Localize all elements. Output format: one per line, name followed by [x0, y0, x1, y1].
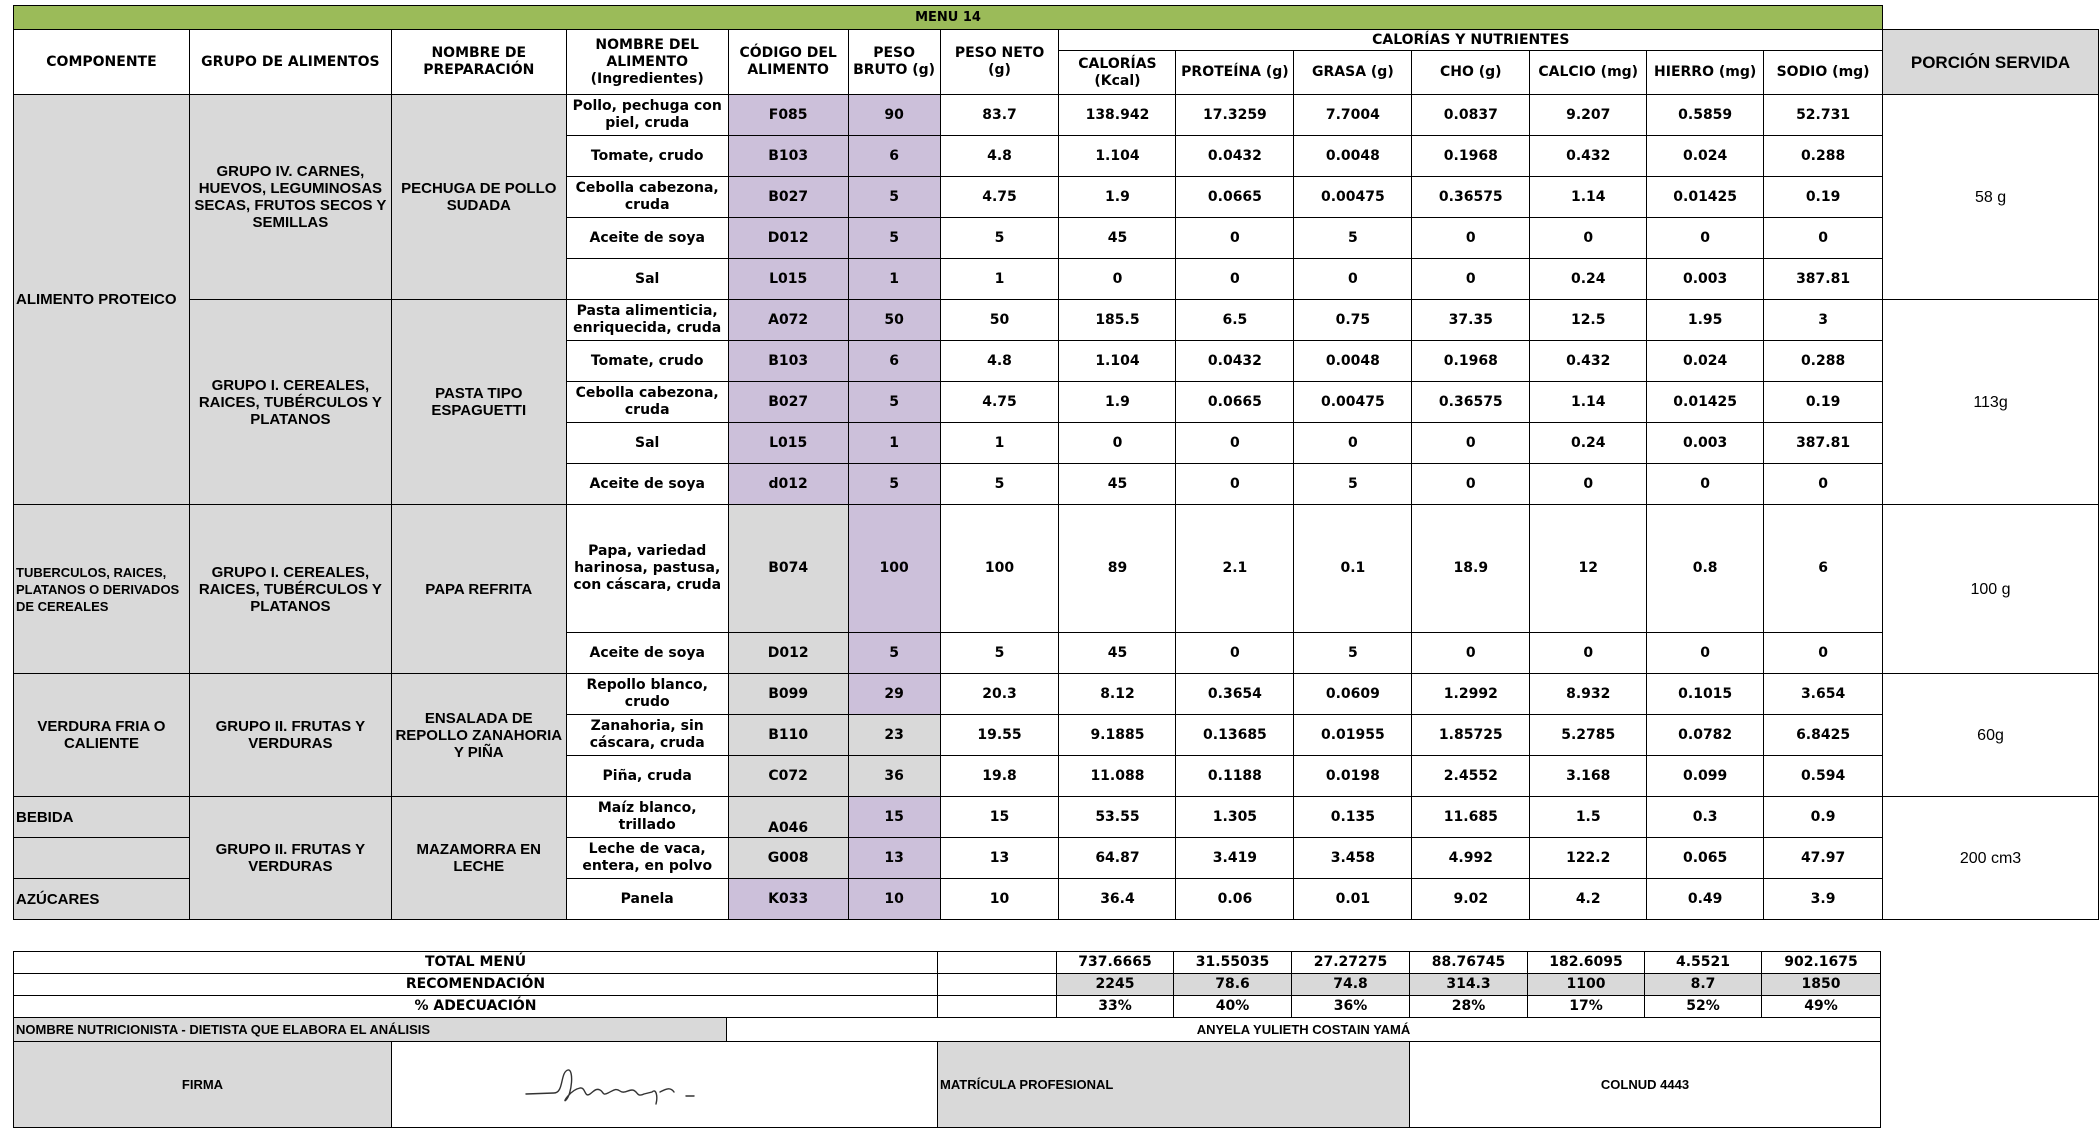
food-cell: Tomate, crudo [566, 341, 728, 382]
code-cell: D012 [728, 633, 848, 674]
sodio-cell: 0.594 [1764, 756, 1883, 797]
header-sodio: SODIO (mg) [1764, 51, 1883, 95]
prot-cell: 0 [1176, 218, 1294, 259]
neto-cell: 19.55 [940, 715, 1059, 756]
bruto-cell: 50 [848, 300, 940, 341]
kcal-cell: 1.104 [1059, 136, 1176, 177]
food-cell: Pasta alimenticia, enriquecida, cruda [566, 300, 728, 341]
bruto-cell: 5 [848, 218, 940, 259]
code-cell: L015 [728, 259, 848, 300]
hierro-cell: 0 [1647, 218, 1764, 259]
matricula-value: COLNUD 4443 [1410, 1042, 1881, 1128]
cho-cell: 4.992 [1412, 838, 1530, 879]
preparation-cell: PAPA REFRITA [391, 505, 566, 674]
calcio-cell: 5.2785 [1530, 715, 1647, 756]
rec-grasa: 74.8 [1292, 974, 1410, 996]
firma-label: FIRMA [14, 1042, 392, 1128]
kcal-cell: 45 [1059, 633, 1176, 674]
cho-cell: 18.9 [1412, 505, 1530, 633]
sodio-cell: 3 [1764, 300, 1883, 341]
cho-cell: 11.685 [1412, 797, 1530, 838]
neto-cell: 20.3 [940, 674, 1059, 715]
prot-cell: 0.1188 [1176, 756, 1294, 797]
bruto-cell: 5 [848, 177, 940, 218]
bruto-cell: 15 [848, 797, 940, 838]
food-cell: Aceite de soya [566, 633, 728, 674]
food-cell: Tomate, crudo [566, 136, 728, 177]
code-cell: A072 [728, 300, 848, 341]
bruto-cell: 1 [848, 259, 940, 300]
recommendation-row [14, 974, 1881, 996]
calcio-cell: 0 [1530, 464, 1647, 505]
header-hierro: HIERRO (mg) [1647, 51, 1764, 95]
food-cell: Repollo blanco, crudo [566, 674, 728, 715]
code-cell: C072 [728, 756, 848, 797]
preparation-cell: MAZAMORRA EN LECHE [391, 797, 566, 920]
header-calorias: CALORÍAS (Kcal) [1059, 51, 1176, 95]
sodio-cell: 0 [1764, 218, 1883, 259]
grasa-cell: 7.7004 [1294, 95, 1412, 136]
nutritionist-row [14, 1018, 1881, 1042]
kcal-cell: 11.088 [1059, 756, 1176, 797]
sodio-cell: 52.731 [1764, 95, 1883, 136]
cho-cell: 0.1968 [1412, 341, 1530, 382]
food-cell: Aceite de soya [566, 464, 728, 505]
hierro-cell: 0.024 [1647, 136, 1764, 177]
sodio-cell: 0 [1764, 464, 1883, 505]
calcio-cell: 12 [1530, 505, 1647, 633]
kcal-cell: 185.5 [1059, 300, 1176, 341]
kcal-cell: 1.9 [1059, 177, 1176, 218]
bruto-cell: 29 [848, 674, 940, 715]
cho-cell: 0.36575 [1412, 177, 1530, 218]
food-cell: Papa, variedad harinosa, pastusa, con cáscara, cruda [566, 505, 728, 633]
prot-cell: 0 [1176, 633, 1294, 674]
prot-cell: 0.13685 [1176, 715, 1294, 756]
grasa-cell: 0.0048 [1294, 341, 1412, 382]
grasa-cell: 3.458 [1294, 838, 1412, 879]
bruto-cell: 5 [848, 382, 940, 423]
neto-cell: 5 [940, 464, 1059, 505]
rec-kcal: 2245 [1057, 974, 1174, 996]
kcal-cell: 45 [1059, 218, 1176, 259]
grasa-cell: 5 [1294, 218, 1412, 259]
sodio-cell: 0.288 [1764, 136, 1883, 177]
kcal-cell: 1.9 [1059, 382, 1176, 423]
hierro-cell: 0.5859 [1647, 95, 1764, 136]
kcal-cell: 0 [1059, 423, 1176, 464]
header-neto: PESO NETO (g) [940, 30, 1059, 95]
code-cell: B027 [728, 382, 848, 423]
hierro-cell: 0.024 [1647, 341, 1764, 382]
grasa-cell: 0 [1294, 259, 1412, 300]
bruto-cell: 23 [848, 715, 940, 756]
grasa-cell: 0.00475 [1294, 177, 1412, 218]
food-cell: Sal [566, 423, 728, 464]
neto-cell: 1 [940, 259, 1059, 300]
grasa-cell: 5 [1294, 633, 1412, 674]
code-cell: B027 [728, 177, 848, 218]
prot-cell: 0.0665 [1176, 382, 1294, 423]
cho-cell: 2.4552 [1412, 756, 1530, 797]
grasa-cell: 0.01955 [1294, 715, 1412, 756]
cho-cell: 0.36575 [1412, 382, 1530, 423]
group-cell: GRUPO IV. CARNES, HUEVOS, LEGUMINOSAS SECAS, FRUTOS SECOS Y SEMILLAS [189, 95, 391, 300]
grasa-cell: 0.75 [1294, 300, 1412, 341]
calcio-cell: 0.24 [1530, 259, 1647, 300]
signature-row [14, 1042, 1881, 1128]
bruto-cell: 1 [848, 423, 940, 464]
portion-cell: 60g [1883, 674, 2099, 797]
grasa-cell: 0.0609 [1294, 674, 1412, 715]
header-componente: COMPONENTE [14, 30, 190, 95]
menu-title: MENU 14 [14, 6, 1883, 30]
sodio-cell: 0.19 [1764, 177, 1883, 218]
hierro-cell: 1.95 [1647, 300, 1764, 341]
calcio-cell: 0.24 [1530, 423, 1647, 464]
hierro-cell: 0 [1647, 633, 1764, 674]
neto-cell: 83.7 [940, 95, 1059, 136]
sodio-cell: 6 [1764, 505, 1883, 633]
group-cell: GRUPO I. CEREALES, RAICES, TUBÉRCULOS Y PLATANOS [189, 300, 391, 505]
grasa-cell: 0 [1294, 423, 1412, 464]
hierro-cell: 0.003 [1647, 259, 1764, 300]
grasa-cell: 5 [1294, 464, 1412, 505]
code-cell: G008 [728, 838, 848, 879]
hierro-cell: 0.003 [1647, 423, 1764, 464]
preparation-cell: PECHUGA DE POLLO SUDADA [391, 95, 566, 300]
rec-label: RECOMENDACIÓN [14, 974, 938, 996]
cho-cell: 1.85725 [1412, 715, 1530, 756]
sodio-cell: 387.81 [1764, 259, 1883, 300]
neto-cell: 10 [940, 879, 1059, 920]
portion-cell: 58 g [1883, 95, 2099, 300]
adec-kcal: 33% [1057, 996, 1174, 1018]
total-row [14, 952, 1881, 974]
bruto-cell: 10 [848, 879, 940, 920]
code-cell: B099 [728, 674, 848, 715]
calcio-cell: 0 [1530, 218, 1647, 259]
calcio-cell: 1.5 [1530, 797, 1647, 838]
total-empty [938, 952, 1057, 974]
preparation-cell: ENSALADA DE REPOLLO ZANAHORIA Y PIÑA [391, 674, 566, 797]
food-cell: Zanahoria, sin cáscara, cruda [566, 715, 728, 756]
header-calorias-group: CALORÍAS Y NUTRIENTES [1059, 30, 1883, 51]
header-proteina: PROTEÍNA (g) [1176, 51, 1294, 95]
kcal-cell: 8.12 [1059, 674, 1176, 715]
food-cell: Maíz blanco, trillado [566, 797, 728, 838]
bruto-cell: 5 [848, 464, 940, 505]
kcal-cell: 0 [1059, 259, 1176, 300]
kcal-cell: 45 [1059, 464, 1176, 505]
prot-cell: 0.3654 [1176, 674, 1294, 715]
code-cell: B103 [728, 136, 848, 177]
total-grasa: 27.27275 [1292, 952, 1410, 974]
rec-empty [938, 974, 1057, 996]
hierro-cell: 0.3 [1647, 797, 1764, 838]
calcio-cell: 9.207 [1530, 95, 1647, 136]
rec-prot: 78.6 [1174, 974, 1292, 996]
group-cell: GRUPO II. FRUTAS Y VERDURAS [189, 797, 391, 920]
total-calcio: 182.6095 [1528, 952, 1645, 974]
code-cell: D012 [728, 218, 848, 259]
calcio-cell: 0.432 [1530, 341, 1647, 382]
prot-cell: 3.419 [1176, 838, 1294, 879]
portion-cell: 100 g [1883, 505, 2099, 674]
neto-cell: 4.75 [940, 177, 1059, 218]
neto-cell: 5 [940, 218, 1059, 259]
calcio-cell: 0 [1530, 633, 1647, 674]
signature-image [524, 1060, 704, 1110]
sodio-cell: 0.9 [1764, 797, 1883, 838]
hierro-cell: 0.065 [1647, 838, 1764, 879]
kcal-cell: 36.4 [1059, 879, 1176, 920]
nutritionist-name: ANYELA YULIETH COSTAIN YAMÁ [727, 1018, 1881, 1042]
cho-cell: 9.02 [1412, 879, 1530, 920]
calcio-cell: 12.5 [1530, 300, 1647, 341]
bruto-cell: 6 [848, 136, 940, 177]
cho-cell: 0.1968 [1412, 136, 1530, 177]
hierro-cell: 0.01425 [1647, 177, 1764, 218]
table-row [14, 505, 2099, 633]
kcal-cell: 53.55 [1059, 797, 1176, 838]
adequacy-row [14, 996, 1881, 1018]
neto-cell: 4.75 [940, 382, 1059, 423]
header-grasa: GRASA (g) [1294, 51, 1412, 95]
sodio-cell: 3.654 [1764, 674, 1883, 715]
sodio-cell: 0.288 [1764, 341, 1883, 382]
header-bruto: PESO BRUTO (g) [848, 30, 940, 95]
portion-cell: 200 cm3 [1883, 797, 2099, 920]
food-cell: Panela [566, 879, 728, 920]
prot-cell: 17.3259 [1176, 95, 1294, 136]
food-cell: Aceite de soya [566, 218, 728, 259]
component-verdura: VERDURA FRIA O CALIENTE [14, 674, 190, 797]
adec-hierro: 52% [1645, 996, 1762, 1018]
hierro-cell: 0.0782 [1647, 715, 1764, 756]
neto-cell: 15 [940, 797, 1059, 838]
neto-cell: 4.8 [940, 341, 1059, 382]
total-kcal: 737.6665 [1057, 952, 1174, 974]
neto-cell: 100 [940, 505, 1059, 633]
kcal-cell: 138.942 [1059, 95, 1176, 136]
prot-cell: 0.06 [1176, 879, 1294, 920]
hierro-cell: 0 [1647, 464, 1764, 505]
neto-cell: 4.8 [940, 136, 1059, 177]
rec-cho: 314.3 [1410, 974, 1528, 996]
grasa-cell: 0.135 [1294, 797, 1412, 838]
calcio-cell: 122.2 [1530, 838, 1647, 879]
matricula-label: MATRÍCULA PROFESIONAL [938, 1042, 1410, 1128]
food-cell: Cebolla cabezona, cruda [566, 382, 728, 423]
signature-cell [392, 1042, 938, 1128]
prot-cell: 6.5 [1176, 300, 1294, 341]
adec-calcio: 17% [1528, 996, 1645, 1018]
bruto-cell: 36 [848, 756, 940, 797]
code-cell: B103 [728, 341, 848, 382]
total-hierro: 4.5521 [1645, 952, 1762, 974]
total-prot: 31.55035 [1174, 952, 1292, 974]
header-grupo: GRUPO DE ALIMENTOS [189, 30, 391, 95]
sodio-cell: 387.81 [1764, 423, 1883, 464]
cho-cell: 1.2992 [1412, 674, 1530, 715]
calcio-cell: 1.14 [1530, 382, 1647, 423]
kcal-cell: 1.104 [1059, 341, 1176, 382]
cho-cell: 0 [1412, 218, 1530, 259]
code-cell: A046 [728, 797, 848, 838]
calcio-cell: 8.932 [1530, 674, 1647, 715]
code-cell: L015 [728, 423, 848, 464]
calcio-cell: 4.2 [1530, 879, 1647, 920]
code-cell: F085 [728, 95, 848, 136]
total-sodio: 902.1675 [1762, 952, 1881, 974]
cho-cell: 0.0837 [1412, 95, 1530, 136]
food-cell: Piña, cruda [566, 756, 728, 797]
header-cho: CHO (g) [1412, 51, 1530, 95]
component-azucares: AZÚCARES [14, 879, 190, 920]
cho-cell: 0 [1412, 259, 1530, 300]
grasa-cell: 0.00475 [1294, 382, 1412, 423]
bruto-cell: 5 [848, 633, 940, 674]
table-row [14, 300, 2099, 341]
adec-label: % ADECUACIÓN [14, 996, 938, 1018]
food-cell: Sal [566, 259, 728, 300]
grasa-cell: 0.01 [1294, 879, 1412, 920]
grasa-cell: 0.0198 [1294, 756, 1412, 797]
adec-cho: 28% [1410, 996, 1528, 1018]
total-label: TOTAL MENÚ [14, 952, 938, 974]
prot-cell: 0.0665 [1176, 177, 1294, 218]
sodio-cell: 0.19 [1764, 382, 1883, 423]
menu-table [13, 5, 2099, 920]
group-cell: GRUPO II. FRUTAS Y VERDURAS [189, 674, 391, 797]
sodio-cell: 6.8425 [1764, 715, 1883, 756]
totals-table [13, 951, 1881, 1128]
sodio-cell: 3.9 [1764, 879, 1883, 920]
header-alimento: NOMBRE DEL ALIMENTO (Ingredientes) [566, 30, 728, 95]
table-row [14, 95, 2099, 136]
adec-prot: 40% [1174, 996, 1292, 1018]
prot-cell: 0.0432 [1176, 341, 1294, 382]
food-cell: Leche de vaca, entera, en polvo [566, 838, 728, 879]
component-proteico: ALIMENTO PROTEICO [14, 95, 190, 505]
hierro-cell: 0.099 [1647, 756, 1764, 797]
calcio-cell: 3.168 [1530, 756, 1647, 797]
rec-calcio: 1100 [1528, 974, 1645, 996]
component-tuberculos: TUBERCULOS, RAICES, PLATANOS O DERIVADOS DE CEREALES [14, 505, 190, 674]
component-bebida: BEBIDA [14, 797, 190, 838]
code-cell: B074 [728, 505, 848, 633]
table-row [14, 797, 2099, 838]
neto-cell: 13 [940, 838, 1059, 879]
calcio-cell: 1.14 [1530, 177, 1647, 218]
prot-cell: 0 [1176, 259, 1294, 300]
rec-hierro: 8.7 [1645, 974, 1762, 996]
kcal-cell: 89 [1059, 505, 1176, 633]
header-calcio: CALCIO (mg) [1530, 51, 1647, 95]
prot-cell: 1.305 [1176, 797, 1294, 838]
calcio-cell: 0.432 [1530, 136, 1647, 177]
food-cell: Pollo, pechuga con piel, cruda [566, 95, 728, 136]
prot-cell: 2.1 [1176, 505, 1294, 633]
header-porcion: PORCIÓN SERVIDA [1883, 30, 2099, 95]
grasa-cell: 0.0048 [1294, 136, 1412, 177]
cho-cell: 0 [1412, 423, 1530, 464]
bruto-cell: 90 [848, 95, 940, 136]
cho-cell: 0 [1412, 464, 1530, 505]
kcal-cell: 64.87 [1059, 838, 1176, 879]
cho-cell: 37.35 [1412, 300, 1530, 341]
hierro-cell: 0.49 [1647, 879, 1764, 920]
blank-cell [1883, 6, 2099, 30]
header-codigo: CÓDIGO DEL ALIMENTO [728, 30, 848, 95]
portion-cell: 113g [1883, 300, 2099, 505]
grasa-cell: 0.1 [1294, 505, 1412, 633]
header-preparacion: NOMBRE DE PREPARACIÓN [391, 30, 566, 95]
hierro-cell: 0.8 [1647, 505, 1764, 633]
code-cell: B110 [728, 715, 848, 756]
bruto-cell: 100 [848, 505, 940, 633]
hierro-cell: 0.01425 [1647, 382, 1764, 423]
hierro-cell: 0.1015 [1647, 674, 1764, 715]
adec-sodio: 49% [1762, 996, 1881, 1018]
group-cell: GRUPO I. CEREALES, RAICES, TUBÉRCULOS Y PLATANOS [189, 505, 391, 674]
code-cell: d012 [728, 464, 848, 505]
nutritionist-label: NOMBRE NUTRICIONISTA - DIETISTA QUE ELABORA EL ANÁLISIS [14, 1018, 727, 1042]
neto-cell: 1 [940, 423, 1059, 464]
rec-sodio: 1850 [1762, 974, 1881, 996]
bruto-cell: 6 [848, 341, 940, 382]
prot-cell: 0.0432 [1176, 136, 1294, 177]
neto-cell: 19.8 [940, 756, 1059, 797]
neto-cell: 50 [940, 300, 1059, 341]
neto-cell: 5 [940, 633, 1059, 674]
table-row [14, 674, 2099, 715]
adec-grasa: 36% [1292, 996, 1410, 1018]
sodio-cell: 0 [1764, 633, 1883, 674]
prot-cell: 0 [1176, 464, 1294, 505]
kcal-cell: 9.1885 [1059, 715, 1176, 756]
sodio-cell: 47.97 [1764, 838, 1883, 879]
preparation-cell: PASTA TIPO ESPAGUETTI [391, 300, 566, 505]
total-cho: 88.76745 [1410, 952, 1528, 974]
cho-cell: 0 [1412, 633, 1530, 674]
adec-empty [938, 996, 1057, 1018]
food-cell: Cebolla cabezona, cruda [566, 177, 728, 218]
code-cell: K033 [728, 879, 848, 920]
prot-cell: 0 [1176, 423, 1294, 464]
component-empty [14, 838, 190, 879]
bruto-cell: 13 [848, 838, 940, 879]
